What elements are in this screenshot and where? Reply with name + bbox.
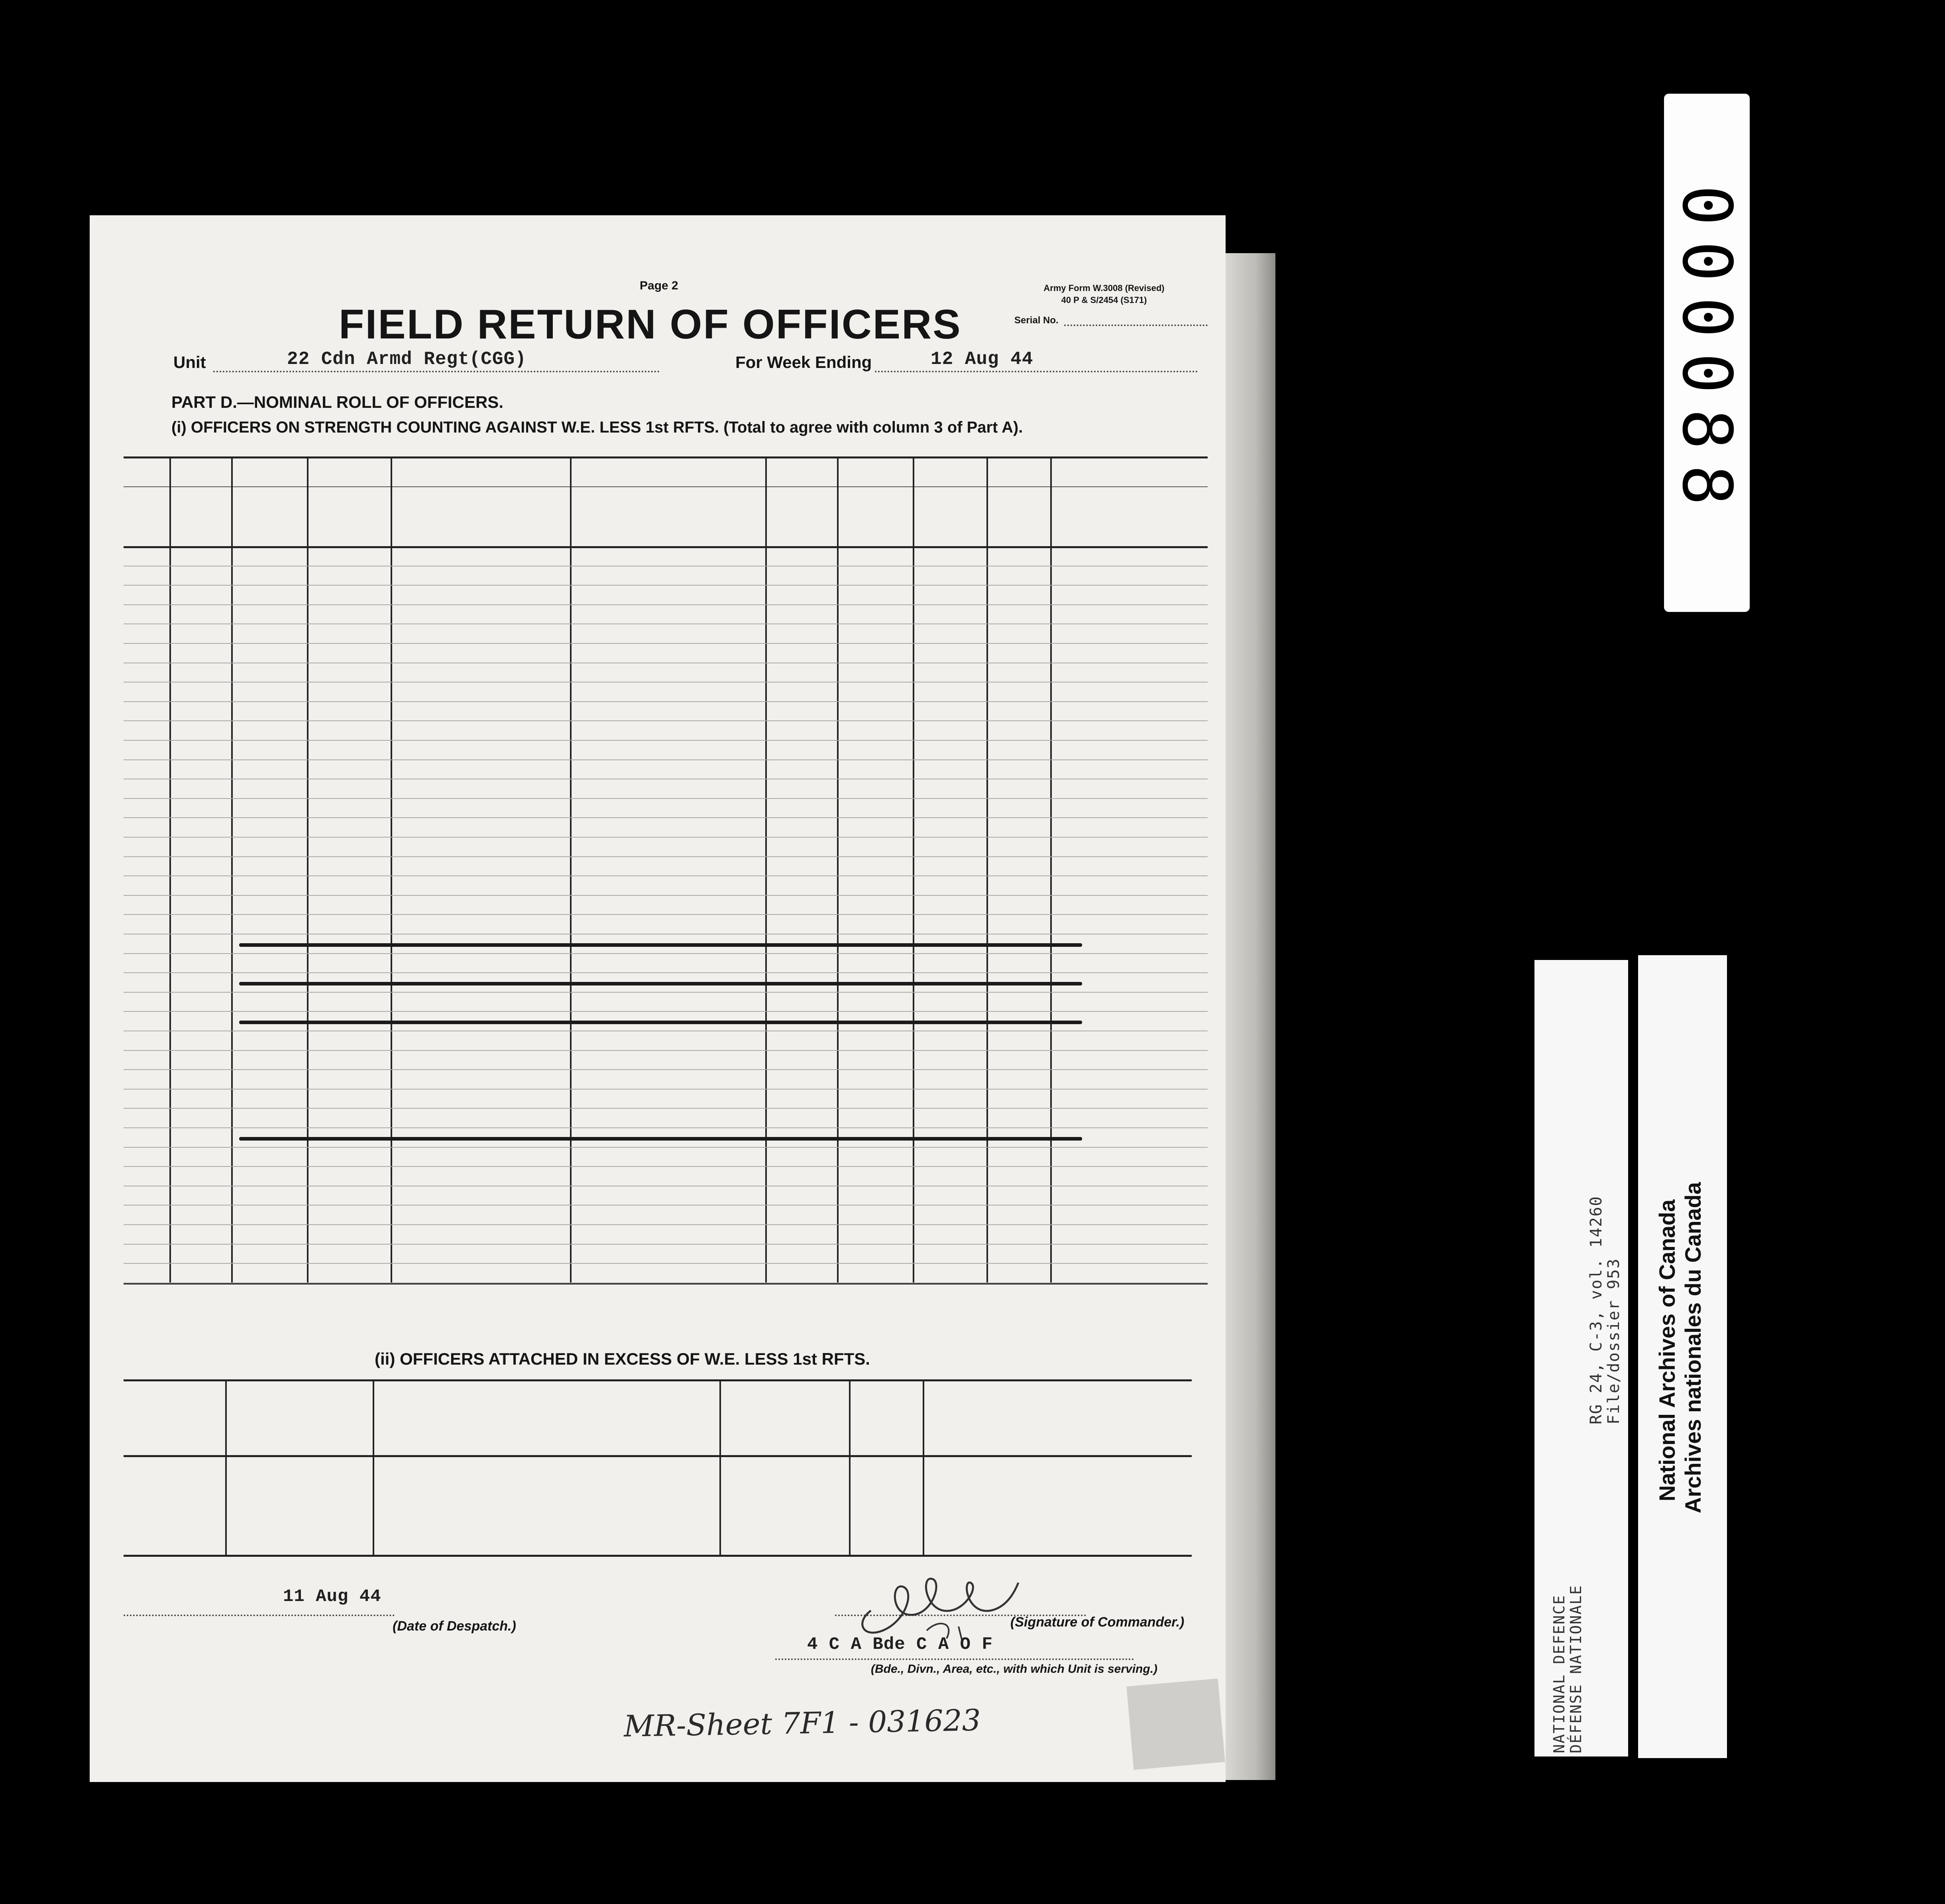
unit-value: 22 Cdn Armd Regt(CGG) (287, 349, 527, 370)
despatch-line (124, 1615, 395, 1616)
table2-column-divider (373, 1379, 374, 1555)
part-d-heading: PART D.—NOMINAL ROLL OF OFFICERS. (171, 393, 503, 411)
archives-canada-card (1638, 955, 1727, 1758)
table2-header-rule (124, 1455, 1192, 1457)
table2-column-divider (923, 1379, 924, 1555)
table2-column-divider (719, 1379, 721, 1555)
archive-reference: RG 24, C-3, vol. 14260 (1587, 1196, 1605, 1424)
form-title: FIELD RETURN OF OFFICERS (339, 301, 962, 348)
army-form-number: Army Form W.3008 (Revised) (1043, 283, 1165, 293)
film-number: 000088 (1667, 185, 1746, 521)
page-number: Page 2 (640, 279, 678, 292)
archives-name-en: National Archives of Canada (1654, 1199, 1680, 1501)
section-i-heading: (i) OFFICERS ON STRENGTH COUNTING AGAINST W.E. LESS 1st RFTS. (Total to agree with column 3 of Part A). (171, 419, 1023, 436)
formation-label: (Bde., Divn., Area, etc., with which Unit is serving.) (871, 1662, 1158, 1676)
army-form-sub: 40 P & S/2454 (S171) (1061, 295, 1147, 305)
table2-top-rule (124, 1379, 1192, 1381)
formation-value: 4 C A Bde C A O F (807, 1635, 993, 1654)
signature-label: (Signature of Commander.) (1010, 1615, 1185, 1630)
table2-column-divider (225, 1379, 227, 1555)
officers-attached-table (90, 215, 1226, 1782)
paper-patch (1126, 1678, 1225, 1770)
week-ending-label: For Week Ending (735, 353, 872, 372)
formation-line (775, 1658, 1134, 1660)
dept-en: NATIONAL DEFENCE (1550, 1594, 1568, 1753)
week-ending-value: 12 Aug 44 (931, 349, 1033, 370)
sheet-edge (1226, 253, 1275, 1780)
unit-label: Unit (173, 353, 206, 372)
section-ii-heading: (ii) OFFICERS ATTACHED IN EXCESS OF W.E. LESS 1st RFTS. (375, 1349, 870, 1368)
despatch-date: 11 Aug 44 (283, 1587, 381, 1607)
despatch-label: (Date of Despatch.) (393, 1619, 516, 1634)
handwritten-reference: MR-Sheet 7F1 - 031623 (623, 1703, 981, 1744)
dept-fr: DÉFENSE NATIONALE (1567, 1585, 1585, 1753)
field-return-form (90, 215, 1226, 1782)
film-number-strip (1664, 94, 1750, 612)
reference-label-card (1534, 960, 1628, 1756)
archives-name-fr: Archives nationales du Canada (1680, 1182, 1705, 1513)
archive-file: File/dossier 953 (1605, 1258, 1623, 1424)
table2-column-divider (849, 1379, 851, 1555)
serial-label: Serial No. (1014, 315, 1059, 326)
